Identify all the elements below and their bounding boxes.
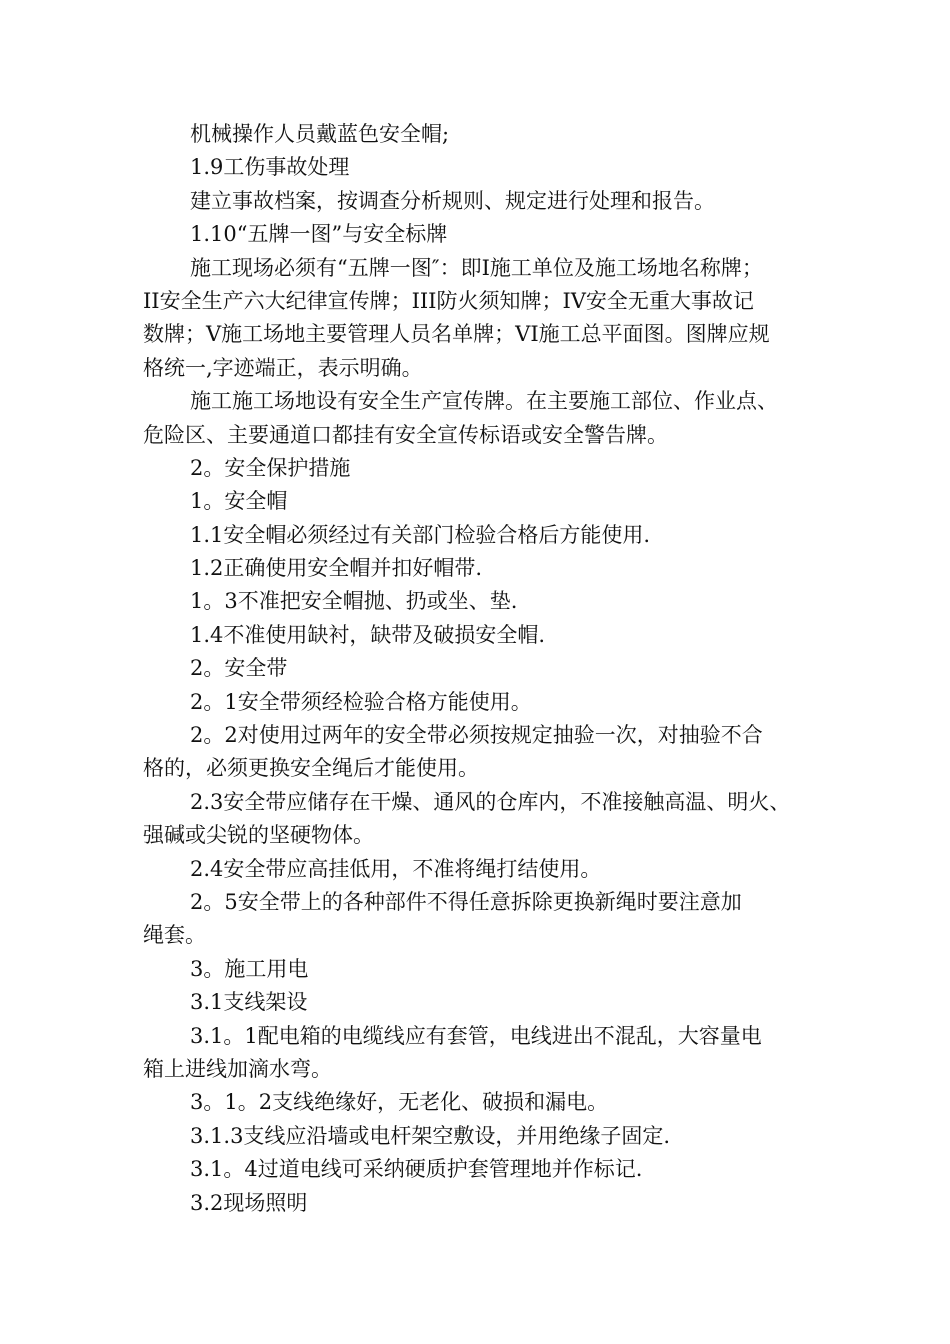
text-line: 机械操作人员戴蓝色安全帽; — [190, 122, 450, 146]
section-heading: 1.10“五牌一图”与安全标牌 — [190, 222, 448, 247]
text-line: 强碱或尖锐的坚硬物体。 — [143, 823, 374, 848]
text-line: 2.3安全带应储存在干燥、通风的仓库内，不准接触高温、明火、 — [190, 789, 791, 814]
text-line: 施工施工场地设有安全生产宣传牌。在主要施工部位、作业点、 — [190, 389, 778, 414]
text-line: 危险区、主要通道口都挂有安全宣传标语或安全警告牌。 — [143, 422, 668, 447]
section-heading: 3。施工用电 — [190, 956, 309, 981]
section-heading: 2。安全带 — [190, 656, 288, 681]
section-heading: 1。安全帽 — [190, 489, 288, 514]
text-line: 3.1.3支线应沿墙或电杆架空敷设，并用绝缘子固定. — [190, 1123, 671, 1148]
text-line: 3.1。1配电箱的电缆线应有套管，电线进出不混乱，大容量电 — [190, 1023, 762, 1048]
text-line: 2。2对使用过两年的安全带必须按规定抽验一次，对抽验不合 — [190, 723, 763, 748]
section-heading: 3.1支线架设 — [190, 990, 308, 1015]
text-line: 2。5安全带上的各种部件不得任意拆除更换新绳时要注意加 — [190, 889, 742, 914]
text-line: 格的，必须更换安全绳后才能使用。 — [143, 756, 479, 781]
section-heading: 1.9工伤事故处理 — [190, 155, 350, 180]
text-line: II安全生产六大纪律宣传牌；III防火须知牌；IV安全无重大事故记 — [143, 288, 754, 313]
text-line: 1.2正确使用安全帽并扣好帽带. — [190, 556, 483, 581]
text-line: 建立事故档案，按调查分析规则、规定进行处理和报告。 — [190, 188, 715, 213]
text-line: 施工现场必须有“五牌一图″：即I施工单位及施工场地名称牌； — [190, 255, 763, 280]
text-line: 1.1安全帽必须经过有关部门检验合格后方能使用. — [190, 522, 651, 547]
text-line: 3.1。4过道电线可采纳硬质护套管理地并作标记. — [190, 1157, 643, 1182]
text-line: 箱上进线加滴水弯。 — [143, 1056, 332, 1081]
text-line: 1.4不准使用缺衬，缺带及破损安全帽. — [190, 622, 546, 647]
text-line: 格统一,字迹端正，表示明确。 — [143, 355, 423, 380]
text-line: 3。1。2支线绝缘好，无老化、破损和漏电。 — [190, 1090, 609, 1115]
text-line: 1。3不准把安全帽抛、扔或坐、垫. — [190, 589, 518, 614]
document-body — [143, 118, 813, 1220]
text-line: 绳套。 — [143, 923, 206, 948]
section-heading: 2。安全保护措施 — [190, 455, 351, 480]
text-line: 数牌；V施工场地主要管理人员名单牌；VI施工总平面图。图牌应规 — [143, 322, 770, 347]
text-line: 2.4安全带应高挂低用，不准将绳打结使用。 — [190, 856, 602, 881]
text-line: 2。1安全带须经检验合格方能使用。 — [190, 689, 532, 714]
section-heading: 3.2现场照明 — [190, 1190, 308, 1215]
